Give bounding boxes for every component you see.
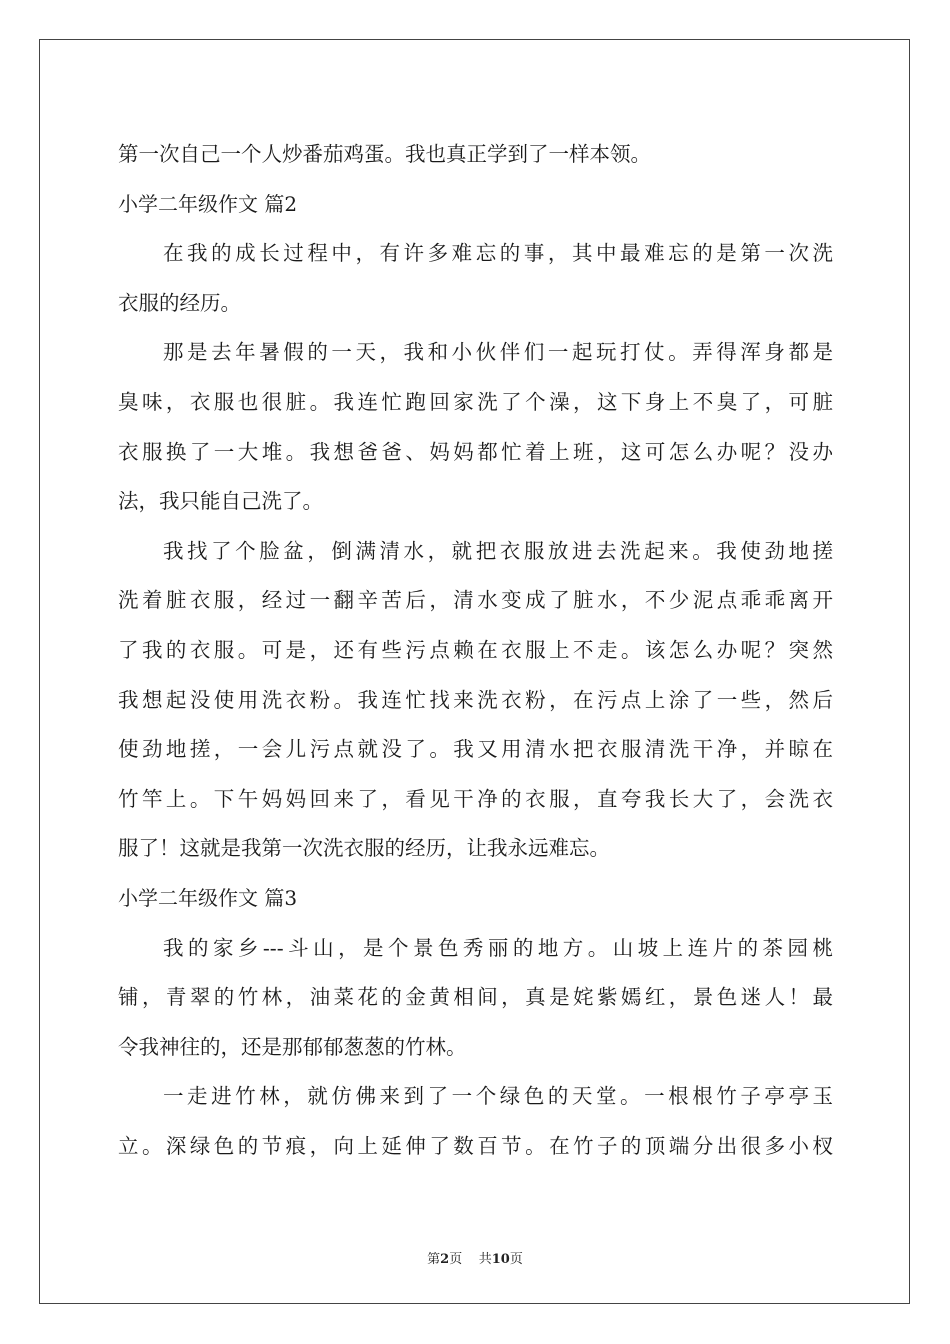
text-line: 第一次自己一个人炒番茄鸡蛋。我也真正学到了一样本领。	[118, 142, 651, 166]
text-line: 衣服的经历。	[118, 290, 241, 315]
text-line: 服了！这就是我第一次洗衣服的经历，让我永远难忘。	[118, 836, 610, 861]
text-line: 铺，青翠的竹林，油菜花的金黄相间，真是姹紫嫣红，景色迷人！最	[118, 985, 833, 1010]
section-heading: 小学二年级作文 篇3	[118, 885, 298, 910]
text-line: 在我的成长过程中，有许多难忘的事，其中最难忘的是第一次洗	[163, 241, 833, 266]
page-label-unit: 页	[449, 1252, 463, 1267]
text-line: 立。深绿色的节痕，向上延伸了数百节。在竹子的顶端分出很多小杈	[118, 1133, 833, 1158]
page-footer	[0, 1248, 950, 1267]
text-line: 法，我只能自己洗了。	[118, 489, 323, 514]
current-page-number: 2	[440, 1252, 450, 1267]
total-label-unit: 页	[509, 1252, 523, 1267]
section-heading: 小学二年级作文 篇2	[118, 191, 298, 216]
text-line: 洗着脏衣服，经过一翻辛苦后，清水变成了脏水，不少泥点乖乖离开	[118, 588, 833, 613]
text-line: 了我的衣服。可是，还有些污点赖在衣服上不走。该怎么办呢？突然	[118, 637, 833, 662]
page-label-prefix: 第	[427, 1252, 441, 1267]
text-line: 那是去年暑假的一天，我和小伙伴们一起玩打仗。弄得浑身都是	[163, 340, 833, 365]
text-line: 令我神往的，还是那郁郁葱葱的竹林。	[118, 1034, 467, 1059]
text-line: 我想起没使用洗衣粉。我连忙找来洗衣粉，在污点上涂了一些，然后	[118, 687, 833, 712]
text-line: 臭味，衣服也很脏。我连忙跑回家洗了个澡，这下身上不臭了，可脏	[118, 389, 833, 414]
document-body	[118, 130, 833, 1171]
total-label-prefix: 共	[478, 1252, 492, 1267]
text-line: 衣服换了一大堆。我想爸爸、妈妈都忙着上班，这可怎么办呢？没办	[118, 439, 833, 464]
text-line: 我的家乡---斗山，是个景色秀丽的地方。山坡上连片的茶园桃	[163, 935, 833, 960]
text-line: 我找了个脸盆，倒满清水，就把衣服放进去洗起来。我使劲地搓	[163, 538, 833, 563]
text-line: 一走进竹林，就仿佛来到了一个绿色的天堂。一根根竹子亭亭玉	[163, 1084, 833, 1109]
total-page-count: 10	[491, 1252, 510, 1267]
text-line: 竹竿上。下午妈妈回来了，看见干净的衣服，直夸我长大了，会洗衣	[118, 786, 833, 811]
text-line: 使劲地搓，一会儿污点就没了。我又用清水把衣服清洗干净，并晾在	[118, 737, 833, 762]
